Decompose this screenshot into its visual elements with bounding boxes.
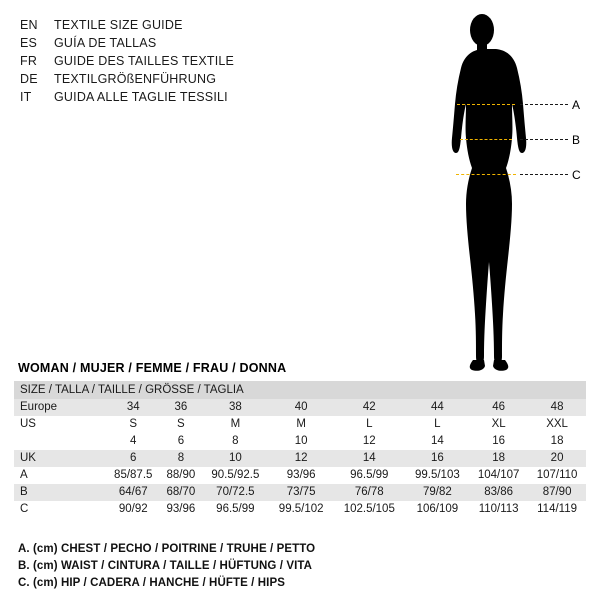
table-cell: 68/70	[160, 484, 201, 501]
row-label: US	[14, 416, 106, 433]
note-chest: A. (cm) CHEST / PECHO / POITRINE / TRUHE / PETTO	[18, 543, 316, 555]
table-cell: 76/78	[333, 484, 406, 501]
table-cell: XXL	[528, 416, 586, 433]
table-cell: 104/107	[469, 467, 528, 484]
table-cell: L	[406, 416, 470, 433]
table-cell: 6	[106, 450, 160, 467]
table-cell: 64/67	[106, 484, 160, 501]
table-header-row	[14, 381, 586, 399]
female-silhouette-icon	[420, 8, 590, 378]
table-cell: 88/90	[160, 467, 201, 484]
table-cell: 36	[160, 399, 201, 416]
language-code: ES	[20, 36, 38, 50]
table-cell: 12	[269, 450, 333, 467]
table-cell: 40	[269, 399, 333, 416]
table-cell: 44	[406, 399, 470, 416]
table-cell: 42	[333, 399, 406, 416]
table-row	[14, 433, 586, 450]
row-label: UK	[14, 450, 106, 467]
table-cell: 93/96	[160, 501, 201, 518]
language-row	[20, 52, 310, 70]
table-cell: 85/87.5	[106, 467, 160, 484]
table-cell: 14	[406, 433, 470, 450]
waist-leader-line	[520, 139, 568, 140]
language-code: EN	[20, 18, 38, 32]
table-row	[14, 399, 586, 416]
language-row	[20, 70, 310, 88]
table-cell: 70/72.5	[201, 484, 269, 501]
table-cell: 16	[469, 433, 528, 450]
language-code: FR	[20, 54, 38, 68]
measure-label-b: B	[572, 133, 581, 147]
table-cell: 106/109	[406, 501, 470, 518]
table-cell: 38	[201, 399, 269, 416]
row-label: B	[14, 484, 106, 501]
table-cell: 14	[333, 450, 406, 467]
section-title-woman: WOMAN / MUJER / FEMME / FRAU / DONNA	[18, 361, 287, 375]
measure-label-a: A	[572, 98, 581, 112]
table-cell: 99.5/103	[406, 467, 470, 484]
table-cell: S	[160, 416, 201, 433]
table-cell: 34	[106, 399, 160, 416]
table-cell: 46	[469, 399, 528, 416]
table-cell: 96.5/99	[333, 467, 406, 484]
table-cell: 96.5/99	[201, 501, 269, 518]
row-label	[14, 433, 106, 450]
table-cell: XL	[469, 416, 528, 433]
language-row	[20, 34, 310, 52]
hip-measure-line	[456, 174, 516, 175]
table-cell: 6	[160, 433, 201, 450]
table-cell: 18	[528, 433, 586, 450]
table-cell: 90/92	[106, 501, 160, 518]
note-hip: C. (cm) HIP / CADERA / HANCHE / HÜFTE / HIPS	[18, 577, 286, 589]
table-cell: 110/113	[469, 501, 528, 518]
measurement-notes	[18, 541, 578, 592]
note-waist: B. (cm) WAIST / CINTURA / TAILLE / HÜFTUNG / VITA	[18, 560, 313, 572]
table-row	[14, 416, 586, 433]
table-cell: 99.5/102	[269, 501, 333, 518]
table-cell: 87/90	[528, 484, 586, 501]
language-row	[20, 16, 310, 34]
language-row	[20, 88, 310, 106]
language-code: IT	[20, 90, 32, 104]
language-code: DE	[20, 72, 38, 86]
table-cell: 90.5/92.5	[201, 467, 269, 484]
size-table	[14, 381, 586, 518]
language-title: GUÍA DE TALLAS	[54, 36, 157, 50]
table-cell: S	[106, 416, 160, 433]
table-cell: 93/96	[269, 467, 333, 484]
table-cell: M	[201, 416, 269, 433]
table-cell: M	[269, 416, 333, 433]
row-label: A	[14, 467, 106, 484]
chest-measure-line	[457, 104, 515, 105]
measure-label-c: C	[572, 168, 581, 182]
table-cell: 48	[528, 399, 586, 416]
hip-leader-line	[520, 174, 568, 175]
table-cell: 10	[269, 433, 333, 450]
language-list	[20, 16, 310, 106]
table-row	[14, 467, 586, 484]
table-cell: 73/75	[269, 484, 333, 501]
waist-measure-line	[460, 139, 512, 140]
table-cell: 79/82	[406, 484, 470, 501]
row-label: C	[14, 501, 106, 518]
table-cell: 8	[201, 433, 269, 450]
table-cell: 12	[333, 433, 406, 450]
table-row	[14, 450, 586, 467]
row-label: Europe	[14, 399, 106, 416]
table-cell: 4	[106, 433, 160, 450]
table-cell: 107/110	[528, 467, 586, 484]
language-title: TEXTILE SIZE GUIDE	[54, 18, 183, 32]
table-cell: L	[333, 416, 406, 433]
table-cell: 102.5/105	[333, 501, 406, 518]
table-row	[14, 484, 586, 501]
table-cell: 16	[406, 450, 470, 467]
chest-leader-line	[520, 104, 568, 105]
size-table-wrapper	[14, 381, 586, 518]
table-cell: 10	[201, 450, 269, 467]
table-cell: 83/86	[469, 484, 528, 501]
table-header-label: SIZE / TALLA / TAILLE / GRÖSSE / TAGLIA	[14, 381, 586, 399]
language-title: GUIDA ALLE TAGLIE TESSILI	[54, 90, 228, 104]
language-title: TEXTILGRÖßENFÜHRUNG	[54, 72, 217, 86]
table-cell: 18	[469, 450, 528, 467]
table-cell: 8	[160, 450, 201, 467]
table-cell: 114/119	[528, 501, 586, 518]
table-cell: 20	[528, 450, 586, 467]
table-row	[14, 501, 586, 518]
language-title: GUIDE DES TAILLES TEXTILE	[54, 54, 235, 68]
female-silhouette-figure	[420, 8, 590, 378]
